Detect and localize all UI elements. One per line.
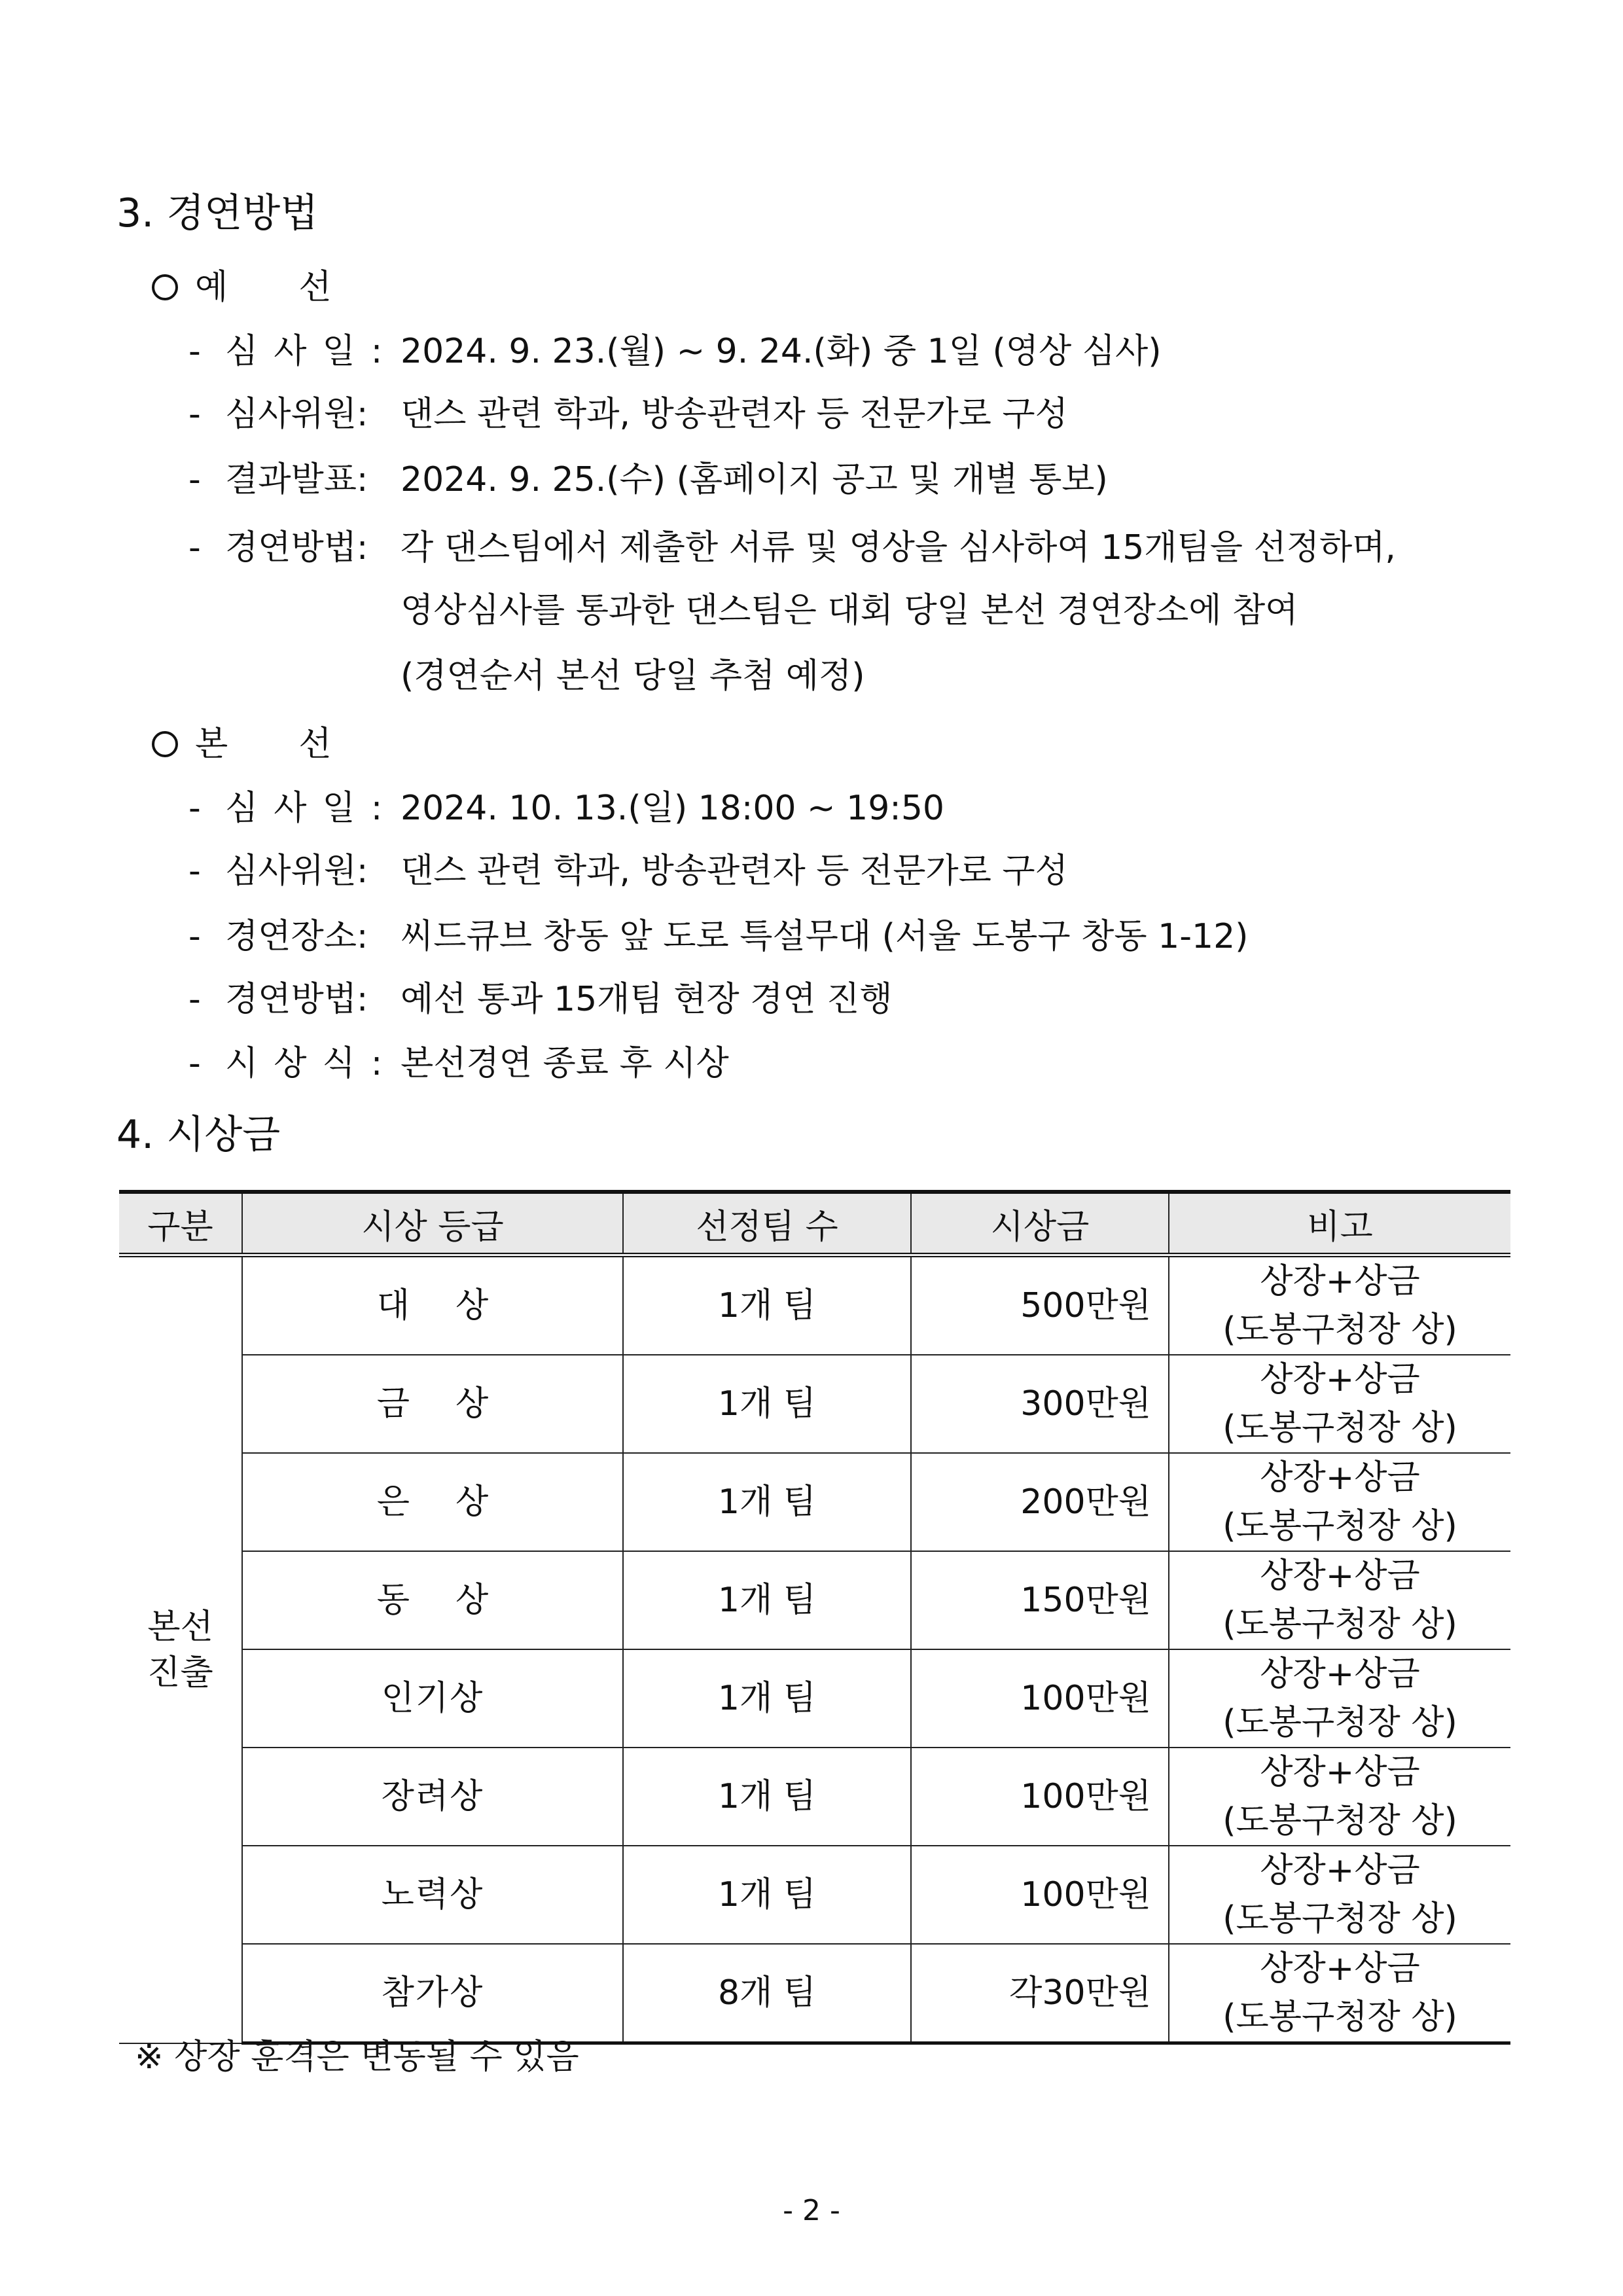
grade-cell: 동상 xyxy=(242,1551,623,1649)
table-row xyxy=(119,1748,1510,1846)
final-item-key: 심사위원: xyxy=(225,852,368,891)
teams-cell: 8개 팀 xyxy=(623,1944,911,2043)
table-header-row xyxy=(119,1192,1510,1255)
prize-table xyxy=(119,1190,1510,2045)
note-line: 상장+상금 xyxy=(1260,1360,1420,1399)
note-line: 상장+상금 xyxy=(1260,1556,1420,1596)
note-cell xyxy=(1169,1255,1510,1355)
header-category: 구분 xyxy=(119,1192,242,1255)
grade-cell: 노력상 xyxy=(242,1846,623,1944)
final-item-value: 본선경연 종료 후 시상 xyxy=(401,1044,729,1083)
grade-cell: 참가상 xyxy=(242,1944,623,2043)
table-row xyxy=(119,1551,1510,1649)
grade-cell: 인기상 xyxy=(242,1649,623,1748)
note-cell xyxy=(1169,1551,1510,1649)
amount-cell: 150만원 xyxy=(911,1551,1169,1649)
page-number: - 2 - xyxy=(783,2194,840,2227)
note-cell xyxy=(1169,1748,1510,1846)
amount-cell: 100만원 xyxy=(911,1748,1169,1846)
note-line: 상장+상금 xyxy=(1260,1753,1420,1792)
final-item-key: 경연장소: xyxy=(225,917,368,956)
note-line: (도봉구청장 상) xyxy=(1222,1998,1457,2037)
teams-cell: 1개 팀 xyxy=(623,1453,911,1551)
prelim-label: 예선 xyxy=(195,268,402,307)
table-row xyxy=(119,1355,1510,1453)
teams-cell: 1개 팀 xyxy=(623,1649,911,1748)
grade-cell: 금상 xyxy=(242,1355,623,1453)
amount-cell: 200만원 xyxy=(911,1453,1169,1551)
final-heading xyxy=(152,721,402,767)
circle-bullet-icon xyxy=(152,274,178,300)
amount-cell: 100만원 xyxy=(911,1846,1169,1944)
teams-cell: 1개 팀 xyxy=(623,1355,911,1453)
prelim-item-value: 댄스 관련 학과, 방송관련자 등 전문가로 구성 xyxy=(401,395,1068,434)
table-row xyxy=(119,1944,1510,2043)
final-item: - 시상식:본선경연 종료 후 시상 xyxy=(188,1041,729,1086)
note-cell xyxy=(1169,1355,1510,1453)
prelim-continuation: 영상심사를 통과한 댄스팀은 대회 당일 본선 경연장소에 참여 xyxy=(401,591,1298,630)
prelim-item: - 경연방법: 각 댄스팀에서 제출한 서류 및 영상을 심사하여 15개팀을 선정하며, xyxy=(188,525,1396,571)
teams-cell: 1개 팀 xyxy=(623,1846,911,1944)
prelim-item-key: 심사위원: xyxy=(225,395,368,434)
teams-cell: 1개 팀 xyxy=(623,1748,911,1846)
prelim-item: - 결과발표: 2024. 9. 25.(수) (홈페이지 공고 및 개별 통보) xyxy=(188,457,1108,503)
category-cell xyxy=(119,1255,242,2043)
final-item-value: 2024. 10. 13.(일) 18:00 ~ 19:50 xyxy=(401,789,944,828)
teams-cell: 1개 팀 xyxy=(623,1255,911,1355)
section-4-title: 4. 시상금 xyxy=(116,1112,281,1158)
note-cell xyxy=(1169,1846,1510,1944)
amount-cell: 300만원 xyxy=(911,1355,1169,1453)
prelim-continuation: (경연순서 본선 당일 추첨 예정) xyxy=(401,656,865,696)
note-line: (도봉구청장 상) xyxy=(1222,1310,1457,1350)
note-cell xyxy=(1169,1944,1510,2043)
header-amount: 시상금 xyxy=(911,1192,1169,1255)
footnote: ※ 상장 훈격은 변동될 수 있음 xyxy=(135,2037,579,2077)
final-item-value: 예선 통과 15개팀 현장 경연 진행 xyxy=(401,980,893,1019)
table-row xyxy=(119,1649,1510,1748)
note-line: 상장+상금 xyxy=(1260,1949,1420,1988)
final-label: 본선 xyxy=(195,725,402,764)
amount-cell: 100만원 xyxy=(911,1649,1169,1748)
prelim-item: - 심사위원: 댄스 관련 학과, 방송관련자 등 전문가로 구성 xyxy=(188,391,1068,437)
note-cell xyxy=(1169,1649,1510,1748)
amount-cell: 각30만원 xyxy=(911,1944,1169,2043)
circle-bullet-icon xyxy=(152,731,178,757)
final-item-value: 씨드큐브 창동 앞 도로 특설무대 (서울 도봉구 창동 1-12) xyxy=(401,917,1249,956)
final-item-key: 경연방법: xyxy=(225,980,368,1019)
note-line: 상장+상금 xyxy=(1260,1458,1420,1498)
amount-cell: 500만원 xyxy=(911,1255,1169,1355)
grade-cell: 대상 xyxy=(242,1255,623,1355)
final-item-key: 심사일: xyxy=(225,789,399,828)
header-note: 비고 xyxy=(1169,1192,1510,1255)
note-line: (도봉구청장 상) xyxy=(1222,1703,1457,1742)
category-line: 진출 xyxy=(147,1653,213,1693)
final-item-value: 댄스 관련 학과, 방송관련자 등 전문가로 구성 xyxy=(401,852,1068,891)
note-line: (도봉구청장 상) xyxy=(1222,1899,1457,1939)
prelim-item-key: 경연방법: xyxy=(225,528,368,567)
header-teams: 선정팀 수 xyxy=(623,1192,911,1255)
final-item: - 심사일:2024. 10. 13.(일) 18:00 ~ 19:50 xyxy=(188,785,944,831)
prelim-item-value: 각 댄스팀에서 제출한 서류 및 영상을 심사하여 15개팀을 선정하며, xyxy=(401,528,1396,567)
table-row xyxy=(119,1453,1510,1551)
note-line: (도봉구청장 상) xyxy=(1222,1408,1457,1448)
teams-cell: 1개 팀 xyxy=(623,1551,911,1649)
note-cell xyxy=(1169,1453,1510,1551)
prelim-item: - 심사일:2024. 9. 23.(월) ~ 9. 24.(화) 중 1일 (영상 심사) xyxy=(188,329,1161,374)
note-line: (도봉구청장 상) xyxy=(1222,1507,1457,1546)
note-line: (도봉구청장 상) xyxy=(1222,1605,1457,1644)
prelim-item-value: 2024. 9. 25.(수) (홈페이지 공고 및 개별 통보) xyxy=(401,460,1108,499)
grade-cell: 은상 xyxy=(242,1453,623,1551)
category-line: 본선 xyxy=(147,1607,213,1647)
prelim-item-key: 심사일: xyxy=(225,332,399,371)
note-line: 상장+상금 xyxy=(1260,1655,1420,1694)
final-item-key: 시상식: xyxy=(225,1044,399,1083)
grade-cell: 장려상 xyxy=(242,1748,623,1846)
section-3-title: 3. 경연방법 xyxy=(116,190,319,236)
note-line: 상장+상금 xyxy=(1260,1262,1420,1301)
note-line: 상장+상금 xyxy=(1260,1851,1420,1890)
table-row xyxy=(119,1846,1510,1944)
prelim-heading xyxy=(152,264,402,310)
table-row xyxy=(119,1255,1510,1355)
note-line: (도봉구청장 상) xyxy=(1222,1801,1457,1840)
final-item: - 심사위원: 댄스 관련 학과, 방송관련자 등 전문가로 구성 xyxy=(188,848,1068,894)
final-item: - 경연장소: 씨드큐브 창동 앞 도로 특설무대 (서울 도봉구 창동 1-12) xyxy=(188,914,1248,960)
final-item: - 경연방법: 예선 통과 15개팀 현장 경연 진행 xyxy=(188,977,893,1022)
header-grade: 시상 등급 xyxy=(242,1192,623,1255)
prelim-item-value: 2024. 9. 23.(월) ~ 9. 24.(화) 중 1일 (영상 심사) xyxy=(401,332,1162,371)
prelim-item-key: 결과발표: xyxy=(225,460,368,499)
